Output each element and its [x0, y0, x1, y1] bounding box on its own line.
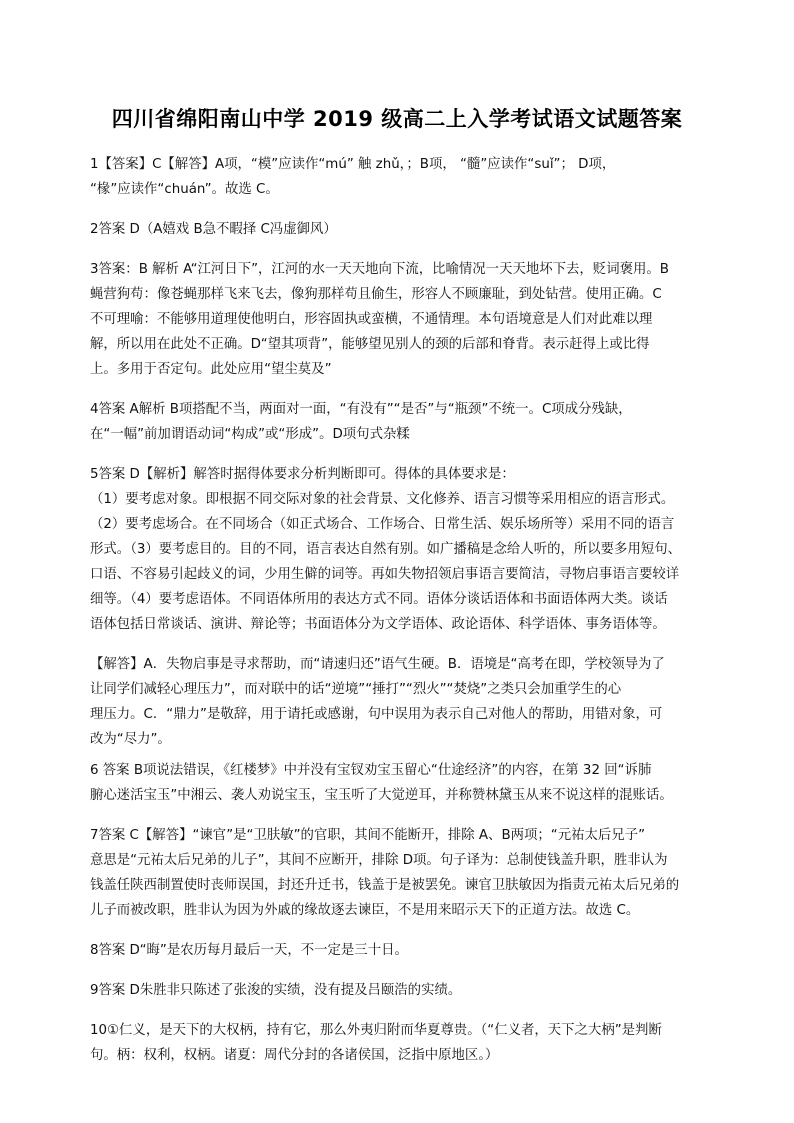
text-line: 蝇营狗苟：像苍蝇那样飞来飞去，像狗那样苟且偷生，形容人不顾廉耻，到处钻营。使用正确。C: [90, 287, 662, 302]
paragraph-answer-6: [90, 758, 712, 808]
text-line: 口语、不容易引起歧义的词，少用生僻的词等。再如失物招领启事语言要简洁，寻物启事语言要较详: [90, 567, 680, 582]
text-line: 语体包括日常谈话、演讲、辩论等；书面语体分为文学语体、政论语体、科学语体、事务语体等。: [90, 617, 666, 632]
text-line: 4答案 A解析 B项搭配不当，两面对一面，“有没有”“是否”与“瓶颈”不统一。C项成分残缺，: [90, 402, 632, 417]
paragraph-answer-3: [90, 257, 712, 382]
paragraph-answer-4: [90, 397, 712, 447]
text-line: （1）要考虑对象。即根据不同交际对象的社会背景、文化修养、语言习惯等采用相应的语言形式。: [90, 492, 675, 507]
paragraph-answer-9: [90, 978, 712, 1003]
paragraph-answer-1: [90, 152, 712, 202]
text-line: 解，所以用在此处不正确。D“望其项背”，能够望见别人的颈的后部和脊背。表示赶得上或比得: [90, 337, 650, 352]
paragraph-answer-10: [90, 1018, 712, 1068]
text-line: 理压力。C．“鼎力”是敬辞，用于请托或感谢，句中误用为表示自己对他人的帮助，用错对象，可: [90, 707, 663, 722]
paragraph-answer-5: [90, 462, 712, 637]
text-line: 让同学们减轻心理压力”，而对联中的话“逆境”“捶打”“烈火”“焚烧”之类只会加重学生的心: [90, 682, 622, 697]
text-line: 7答案 C【解答】“谏官”是“卫肤敏”的官职，其间不能断开，排除 A、B两项；“元祐太后兄子”: [90, 828, 646, 843]
text-line: 意思是“元祐太后兄弟的儿子”，其间不应断开，排除 D项。句子译为：总制使钱盖升职，胜非认为: [90, 853, 668, 868]
document-title: 四川省绵阳南山中学 2019 级高二上入学考试语文试题答案: [111, 107, 683, 131]
text-line: 形式。（3）要考虑目的。目的不同，语言表达自然有别。如广播稿是念给人听的，所以要多用短句、: [90, 542, 682, 557]
text-line: 儿子而被改职，胜非认为因为外戚的缘故逐去谏臣，不是用来昭示天下的正道方法。故选 C。: [90, 903, 640, 918]
text-line: 细等。（4）要考虑语体。不同语体所用的表达方式不同。语体分谈话语体和书面语体两大类。谈话: [90, 592, 668, 607]
text-line: 9答案 D朱胜非只陈述了张浚的实绩，没有提及吕颐浩的实绩。: [90, 983, 462, 998]
text-line: 钱盖任陕西制置使时丧师误国，封还升迁书，钱盖于是被罢免。谏官卫肤敏因为指责元祐太后兄弟的: [90, 878, 680, 893]
text-line: “椽”应读作“chuán”。故选 C。: [90, 182, 279, 197]
text-line: 5答案 D【解析】解答时据得体要求分析判断即可。得体的具体要求是：: [90, 467, 515, 482]
paragraph-answer-7: [90, 823, 712, 923]
text-line: 句。柄：权利，权柄。诸夏：周代分封的各诸侯国，泛指中原地区。）: [90, 1048, 499, 1063]
paragraph-answer-8: [90, 938, 712, 963]
text-line: 10①仁义，是天下的大权柄，持有它，那么外夷归附而华夏尊贵。（“仁义者，天下之大柄”是判断: [90, 1023, 662, 1038]
text-line: 3答案：B 解析 A“江河日下”，江河的水一天天地向下流，比喻情况一天天地坏下去，贬词褒用。B: [90, 262, 669, 277]
text-line: 上。多用于否定句。此处应用“望尘莫及”: [90, 362, 332, 377]
document-body: [90, 152, 712, 1083]
text-line: 8答案 D“晦”是农历每月最后一天，不一定是三十日。: [90, 943, 408, 958]
text-line: 在“一幅”前加谓语动词“构成”或“形成”。D项句式杂糅: [90, 427, 410, 442]
text-line: 腑心迷活宝玉”中湘云、袭人劝说宝玉，宝玉听了大觉逆耳，并称赞林黛玉从来不说这样的混账话。: [90, 788, 673, 803]
text-line: 改为“尽力”。: [90, 732, 171, 747]
text-line: 1【答案】C【解答】A项，“模”应读作“mú” 触 zhǔ，；B项， “髓”应读作“suǐ”； D项，: [90, 157, 616, 172]
text-line: 不可理喻：不能够用道理使他明白，形容固执或蛮横，不通情理。本句语境意是人们对此难以理: [90, 312, 653, 327]
paragraph-answer-2: [90, 217, 712, 242]
text-line: 6 答案 B项说法错误，《红楼梦》中并没有宝钗劝宝玉留心“仕途经济”的内容，在第 32 回“诉肺: [90, 763, 652, 778]
paragraph-answer-5-explanation: [90, 652, 712, 752]
text-line: （2）要考虑场合。在不同场合（如正式场合、工作场合、日常生活、娱乐场所等）采用不同的语言: [90, 517, 675, 532]
text-line: 【解答】A．失物启事是寻求帮助，而“请速归还”语气生硬。B．语境是“高考在即，学校领导为了: [90, 657, 665, 672]
text-line: 2答案 D（A嬉戏 B急不暇择 C冯虚御风）: [90, 222, 337, 237]
